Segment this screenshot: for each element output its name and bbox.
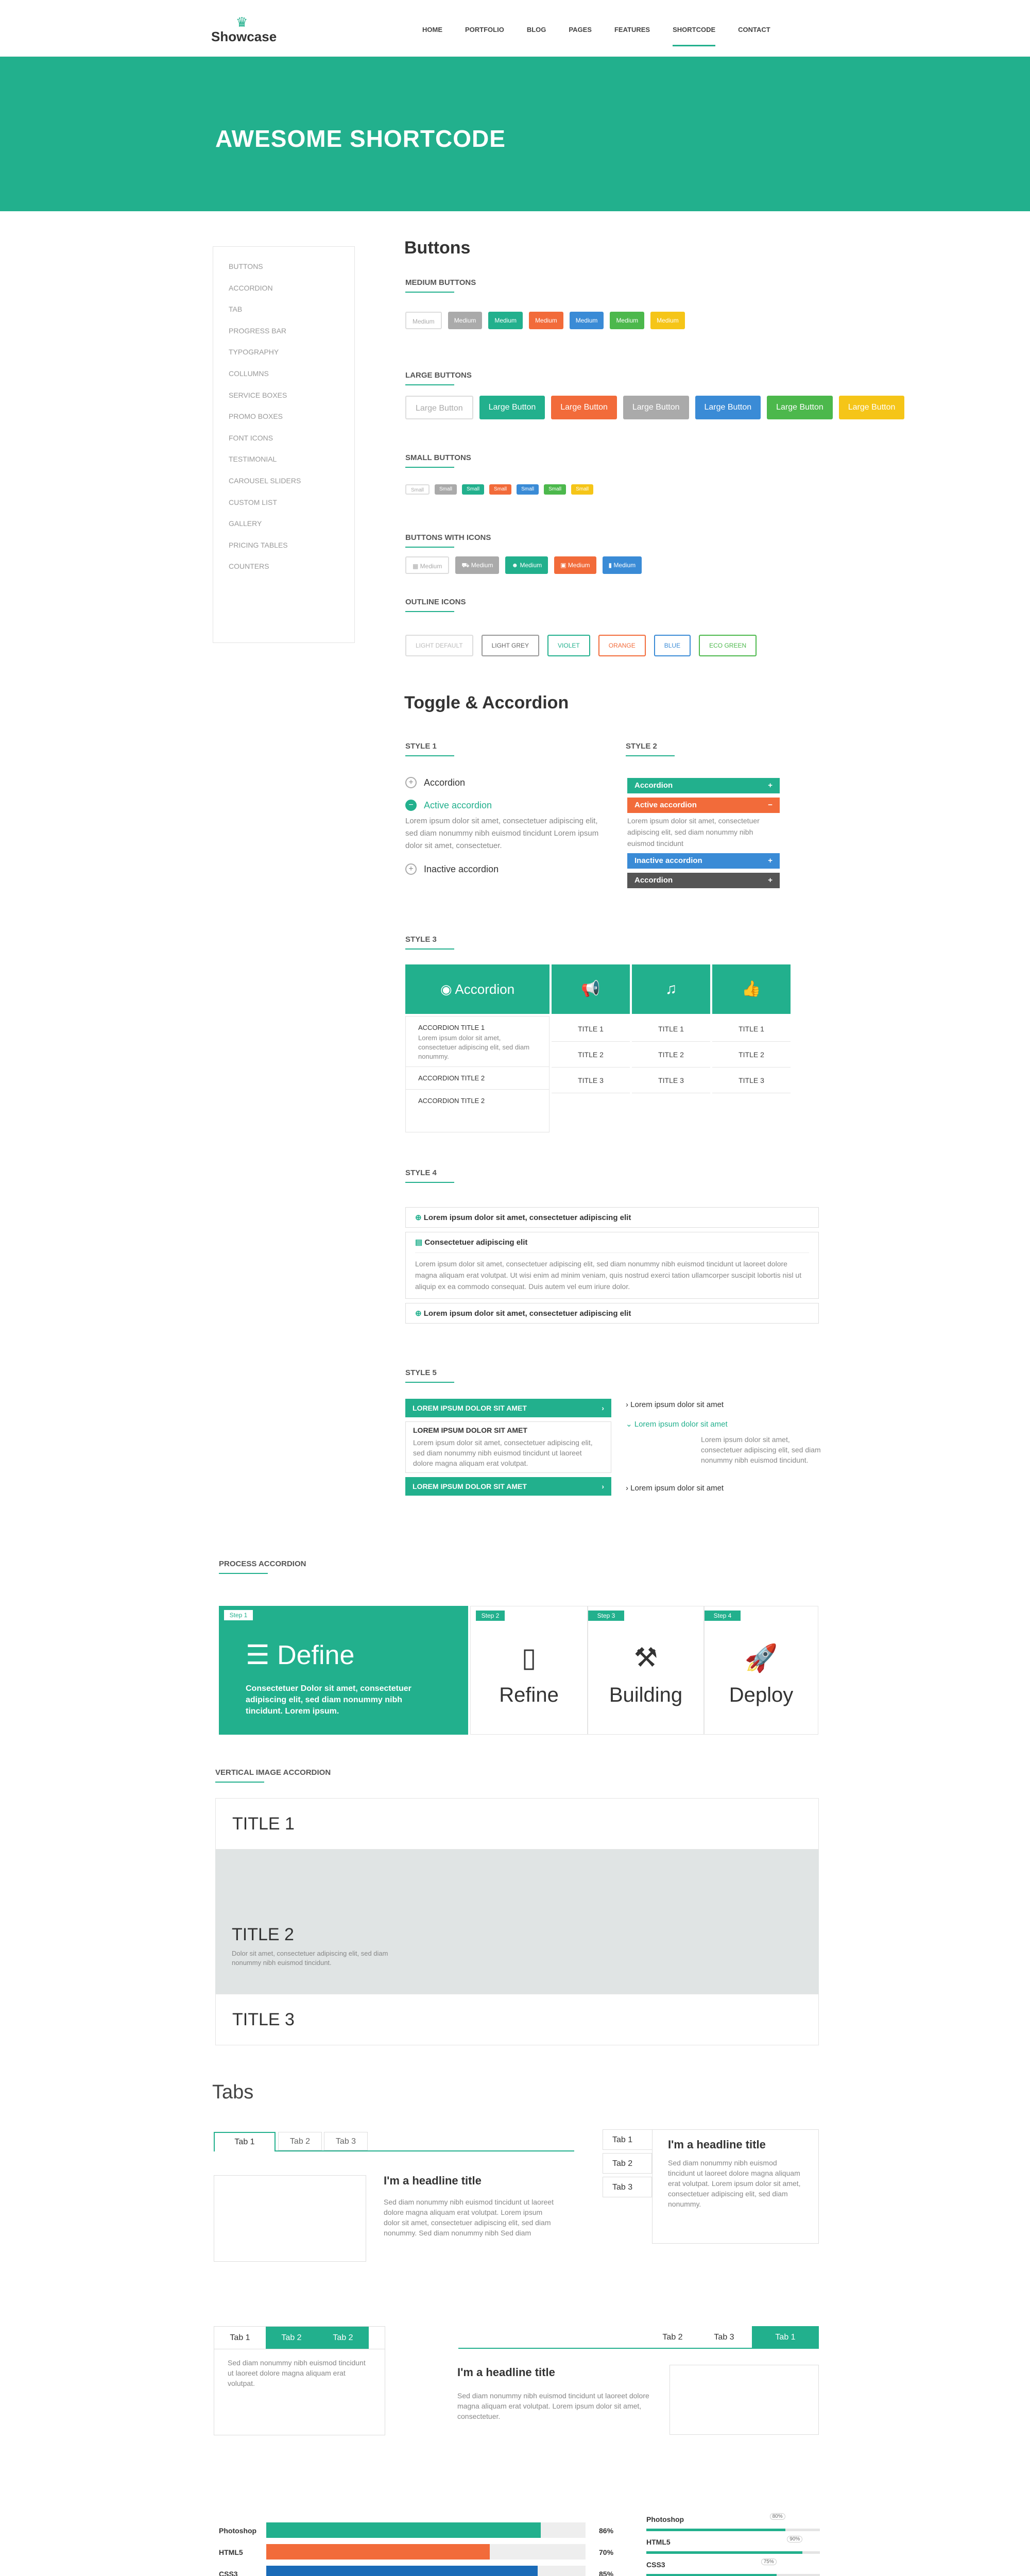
progress-thin-row xyxy=(646,2558,820,2576)
progress-fill xyxy=(646,2551,802,2554)
tabset-3-bar xyxy=(214,2327,385,2349)
progress-row xyxy=(219,2566,621,2576)
style5-right-item[interactable] xyxy=(626,1397,821,1413)
vtab-headline: I'm a headline title xyxy=(668,2138,766,2151)
sidebar-item-customlist[interactable]: CUSTOM LIST xyxy=(229,498,277,506)
user-icon: ☻ xyxy=(511,562,520,569)
define-title-text: Define xyxy=(277,1640,355,1670)
style5-left xyxy=(405,1399,611,1500)
nav-features[interactable]: FEATURES xyxy=(614,26,650,33)
style5-right-label: Lorem ipsum dolor sit amet xyxy=(630,1400,724,1409)
thumbs-up-icon[interactable]: 👍 xyxy=(712,964,791,1014)
accordion-bar-active[interactable] xyxy=(627,798,780,813)
tools-icon: ⚒ xyxy=(633,1643,658,1673)
style4-item[interactable] xyxy=(405,1303,819,1324)
define-text: Consectetuer Dolor sit amet, consectetuer adipiscing elit, sed diam nonummy nibh tincidunt. Lorem ipsum. xyxy=(246,1684,411,1716)
progress-name: HTML5 xyxy=(219,2548,243,2556)
icon-buttons xyxy=(405,556,642,574)
accordion-item[interactable] xyxy=(405,863,601,875)
nav-blog[interactable]: BLOG xyxy=(526,26,546,33)
medium-button[interactable]: Medium xyxy=(610,312,644,329)
accordion-label: Inactive accordion xyxy=(634,856,702,865)
style5-right-item-active[interactable] xyxy=(626,1417,821,1432)
icon-button[interactable] xyxy=(554,556,596,574)
process-define[interactable] xyxy=(219,1606,468,1735)
style5-label-text: LOREM IPSUM DOLOR SIT AMET xyxy=(413,1482,527,1490)
style4-label: STYLE 4 xyxy=(405,1168,437,1177)
plus-icon: + xyxy=(405,863,417,875)
small-button[interactable]: Small xyxy=(571,484,593,495)
small-button[interactable]: Small xyxy=(405,484,430,495)
tabset-3 xyxy=(214,2326,385,2435)
style2-label: STYLE 2 xyxy=(626,742,657,751)
progress-pct: 90% xyxy=(787,2536,802,2543)
small-buttons xyxy=(405,484,593,495)
medium-button[interactable]: Medium xyxy=(448,312,483,329)
style3-item[interactable]: ACCORDION TITLE 2 xyxy=(418,1097,485,1105)
accordion-bar[interactable] xyxy=(627,853,780,869)
tab-3[interactable]: Tab 3 xyxy=(324,2132,368,2150)
plus-icon: + xyxy=(405,777,417,788)
accordion-content: Lorem ipsum dolor sit amet, consectetuer adipiscing elit, sed diam nonummy nibh euismod tincidunt Lorem ipsum dolor sit amet, consectetuer. xyxy=(405,817,599,850)
sidebar-item-pricing[interactable]: PRICING TABLES xyxy=(229,540,288,549)
style1-label: STYLE 1 xyxy=(405,742,437,751)
tab4-image xyxy=(670,2365,819,2435)
accordion-content: Lorem ipsum dolor sit amet, consectetuer adipiscing elit, sed diam nonummy nibh euismod tincidunt xyxy=(627,817,760,848)
vtab-1[interactable]: Tab 1 xyxy=(603,2129,652,2150)
progress-fill xyxy=(646,2574,777,2576)
medium-label: MEDIUM BUTTONS xyxy=(405,278,476,287)
building-title: Building xyxy=(609,1684,683,1706)
small-button[interactable]: Small xyxy=(435,484,457,495)
step-badge: Step 4 xyxy=(705,1611,741,1621)
vtab-panel xyxy=(652,2129,819,2244)
progress-fill xyxy=(266,2544,490,2560)
tab-1[interactable]: Tab 1 xyxy=(214,2132,276,2151)
minus-icon: − xyxy=(768,801,772,809)
vimg-title-3[interactable]: TITLE 3 xyxy=(215,1994,819,2045)
tab-1[interactable]: Tab 1 xyxy=(752,2326,819,2349)
list-icon: ▤ xyxy=(415,1238,425,1247)
circle-plus-icon: ⊕ xyxy=(415,1213,424,1222)
accordion-item[interactable] xyxy=(405,777,601,788)
medium-button[interactable]: Medium xyxy=(529,312,563,329)
medium-button[interactable]: Medium xyxy=(488,312,523,329)
buttons-title: Buttons xyxy=(404,238,471,258)
plus-icon: + xyxy=(768,856,772,865)
large-button[interactable]: Large Button xyxy=(767,396,833,419)
tabset-1 xyxy=(214,2132,574,2151)
icon-button[interactable] xyxy=(603,556,642,574)
style3-header[interactable] xyxy=(405,964,550,1014)
tab-2[interactable]: Tab 2 xyxy=(662,2333,683,2342)
progress-pct: 70% xyxy=(599,2548,614,2556)
grid-cell[interactable]: TITLE 3 xyxy=(632,1067,710,1093)
crown-icon: ♛ xyxy=(236,14,248,30)
progress-pct: 75% xyxy=(761,2558,777,2565)
sidebar-item-testimonial[interactable]: TESTIMONIAL xyxy=(229,455,277,464)
tab-2[interactable]: Tab 2 xyxy=(266,2327,317,2349)
style3-item[interactable]: ACCORDION TITLE 1 xyxy=(418,1024,485,1031)
accordion-label: Accordion xyxy=(634,781,673,790)
style5-bar[interactable] xyxy=(405,1477,611,1496)
progress-name: HTML5 xyxy=(646,2538,671,2546)
minus-icon: − xyxy=(405,800,417,811)
large-button[interactable]: Large Button xyxy=(551,396,617,419)
step-badge: Step 2 xyxy=(476,1611,505,1621)
tabs-title: Tabs xyxy=(212,2081,254,2103)
large-label: LARGE BUTTONS xyxy=(405,371,472,380)
sidebar-item-progress[interactable]: PROGRESS BAR xyxy=(229,326,287,335)
grid-cell[interactable]: TITLE 2 xyxy=(552,1042,630,1067)
toggle-title: Toggle & Accordion xyxy=(404,693,569,713)
process-label: PROCESS ACCORDION xyxy=(219,1560,306,1568)
chevron-right-icon: › xyxy=(626,1484,631,1493)
accordion-bar[interactable] xyxy=(627,778,780,793)
progress-pct: 80% xyxy=(770,2513,785,2520)
style3-list xyxy=(405,1016,550,1132)
sidebar-item-fonticons[interactable]: FONT ICONS xyxy=(229,433,273,442)
deploy-title: Deploy xyxy=(729,1684,794,1706)
chevron-right-icon: › xyxy=(602,1404,604,1412)
medium-buttons xyxy=(405,312,685,329)
tab-image xyxy=(214,2175,366,2262)
vtab-2[interactable]: Tab 2 xyxy=(603,2153,652,2174)
vimg-title-1[interactable]: TITLE 1 xyxy=(215,1798,819,1850)
progress-name: Photoshop xyxy=(219,2527,257,2535)
list-icon: ☰ xyxy=(246,1640,278,1670)
icon-button[interactable] xyxy=(455,556,499,574)
style3-grid xyxy=(552,1016,791,1093)
progress-thin xyxy=(646,2513,820,2576)
step-badge: Step 3 xyxy=(588,1611,624,1621)
progress-pct: 85% xyxy=(599,2570,614,2576)
main-nav xyxy=(422,26,770,41)
process-building[interactable] xyxy=(588,1606,704,1735)
outline-button[interactable]: LIGHT GREY xyxy=(482,635,539,656)
icon-button-label: Medium xyxy=(613,562,636,569)
chevron-right-icon: › xyxy=(626,1400,631,1409)
process-refine[interactable] xyxy=(470,1606,588,1735)
vtab-3[interactable]: Tab 3 xyxy=(603,2177,652,2197)
progress-row xyxy=(219,2522,621,2540)
style4-item-active[interactable] xyxy=(405,1232,819,1299)
tab-content: Sed diam nonummy nibh euismod tincidunt ut laoreet dolore magna aliquam erat volutpat. Lorem ipsum dolor sit amet, consectetuer adipiscing elit, sed diam nonummy. Sed diam nonummy nibh Sed diam xyxy=(384,2198,554,2237)
outline-button[interactable]: LIGHT DEFAULT xyxy=(405,635,473,656)
grid-cell[interactable]: TITLE 1 xyxy=(712,1016,791,1042)
sidebar-item-buttons[interactable]: BUTTONS xyxy=(229,262,263,270)
style5-content: Lorem ipsum dolor sit amet, consectetuer adipiscing elit, sed diam nonummy nibh euismod tincidunt ut laoreet dolore magna aliquam erat volutpat. xyxy=(413,1438,593,1467)
sidebar-item-columns[interactable]: COLLUMNS xyxy=(229,369,269,378)
megaphone-icon[interactable]: 📢 xyxy=(552,964,630,1014)
outline-button[interactable]: ORANGE xyxy=(598,635,646,656)
small-button[interactable]: Small xyxy=(489,484,511,495)
car-icon: ⛟ xyxy=(461,562,471,569)
style4-label-text: Lorem ipsum dolor sit amet, consectetuer adipiscing elit xyxy=(423,1213,631,1222)
progress-name: CSS3 xyxy=(219,2570,238,2576)
style4-accordion xyxy=(405,1207,819,1324)
sidebar-item-typography[interactable]: TYPOGRAPHY xyxy=(229,348,279,357)
plus-icon: + xyxy=(768,781,772,790)
progress-name: CSS3 xyxy=(646,2561,665,2569)
style4-content: Lorem ipsum dolor sit amet, consectetuer adipiscing elit, sed diam nonummy nibh euismod tincidunt ut laoreet dolore magna aliquam erat volutpat. Ut wisi enim ad minim veniam, quis nostrud exerci tation ullamcorper suscipit lobortis nisl ut aliquip ex ea commodo consequat. Duis autem vel eum iriure dolor. xyxy=(415,1260,802,1291)
small-button[interactable]: Small xyxy=(517,484,539,495)
small-button[interactable]: Small xyxy=(462,484,484,495)
process-deploy[interactable] xyxy=(704,1606,818,1735)
style5-label-text: LOREM IPSUM DOLOR SIT AMET xyxy=(413,1404,527,1412)
define-title xyxy=(246,1640,354,1671)
music-icon[interactable]: ♫ xyxy=(632,964,710,1014)
accordion-label: Inactive accordion xyxy=(424,863,499,874)
progress-thin-row xyxy=(646,2536,820,2556)
medium-button[interactable]: Medium xyxy=(650,312,685,329)
tabset-vertical xyxy=(603,2129,819,2244)
sidebar-item-counters[interactable]: COUNTERS xyxy=(229,562,269,571)
accordion-label: Accordion xyxy=(424,777,466,788)
page-title: AWESOME SHORTCODE xyxy=(215,125,506,152)
large-buttons xyxy=(405,396,904,419)
document-icon: ▯ xyxy=(521,1643,537,1673)
style5-label-text: LOREM IPSUM DOLOR SIT AMET xyxy=(413,1426,527,1434)
outline-label: OUTLINE ICONS xyxy=(405,598,466,606)
style5-item-active[interactable] xyxy=(405,1421,611,1473)
tab-1[interactable]: Tab 1 xyxy=(230,2333,250,2342)
image-icon: ▣ xyxy=(560,562,568,569)
outline-buttons xyxy=(405,635,757,656)
large-button[interactable]: Large Button xyxy=(405,396,473,419)
grid-cell[interactable]: TITLE 2 xyxy=(712,1042,791,1067)
rocket-icon: 🚀 xyxy=(744,1643,778,1673)
icons-label: BUTTONS WITH ICONS xyxy=(405,533,491,542)
progress-name: Photoshop xyxy=(646,2515,684,2523)
large-button[interactable]: Large Button xyxy=(479,396,545,419)
progress-fill xyxy=(646,2529,785,2531)
outline-button[interactable]: VIOLET xyxy=(547,635,590,656)
tab-2[interactable]: Tab 2 xyxy=(278,2132,322,2150)
accordion-bar[interactable] xyxy=(627,873,780,888)
tab-headline: I'm a headline title xyxy=(384,2174,482,2187)
medium-button[interactable]: Medium xyxy=(570,312,604,329)
progress-pct: 86% xyxy=(599,2527,614,2535)
outline-button[interactable]: BLUE xyxy=(654,635,691,656)
sidebar xyxy=(213,246,355,643)
style5-bar[interactable] xyxy=(405,1399,611,1417)
style5-right-label: Lorem ipsum dolor sit amet xyxy=(634,1420,728,1429)
sidebar-item-service[interactable]: SERVICE BOXES xyxy=(229,391,287,399)
chart-icon: ▮ xyxy=(608,562,614,569)
icon-button-label: Medium xyxy=(420,563,442,570)
step-badge: Step 1 xyxy=(224,1610,253,1620)
tab-2b[interactable]: Tab 2 xyxy=(317,2327,369,2349)
large-button[interactable]: Large Button xyxy=(839,396,905,419)
logo[interactable] xyxy=(211,15,288,46)
accordion-label: Active accordion xyxy=(634,801,697,809)
tabset-4 xyxy=(458,2326,819,2349)
tab4-headline: I'm a headline title xyxy=(457,2366,555,2379)
progress-fill xyxy=(266,2566,538,2576)
style5-right-item[interactable] xyxy=(626,1481,821,1496)
vtab-content: Sed diam nonummy nibh euismod tincidunt ut laoreet dolore magna aliquam erat volutpat. Lorem ipsum dolor sit amet, consectetuer adipiscing elit, sed diam nonummy. xyxy=(668,2159,801,2208)
tabset-3-content: Sed diam nonummy nibh euismod tincidunt ut laoreet dolore magna aliquam erat volutpat. xyxy=(228,2359,366,2387)
chevron-down-icon: ⌄ xyxy=(626,1420,634,1429)
style5-label: STYLE 5 xyxy=(405,1368,437,1377)
small-label: SMALL BUTTONS xyxy=(405,453,471,462)
style5-right xyxy=(626,1397,821,1496)
style4-label-text: Lorem ipsum dolor sit amet, consectetuer adipiscing elit xyxy=(423,1309,631,1318)
grid-cell[interactable]: TITLE 2 xyxy=(632,1042,710,1067)
nav-shortcode[interactable]: SHORTCODE xyxy=(673,26,715,41)
medium-button[interactable]: Medium xyxy=(405,312,442,329)
nav-pages[interactable]: PAGES xyxy=(569,26,592,33)
site-header xyxy=(0,0,1030,57)
vimg-text: Dolor sit amet, consectetuer adipiscing elit, sed diam nonummy nibh euismod tincidunt. xyxy=(232,1950,388,1967)
style3-item[interactable]: ACCORDION TITLE 2 xyxy=(406,1067,549,1090)
sidebar-item-tab[interactable]: TAB xyxy=(229,305,243,314)
icon-button-label: Medium xyxy=(520,562,542,569)
sidebar-item-promo[interactable]: PROMO BOXES xyxy=(229,412,283,421)
chevron-right-icon: › xyxy=(602,1482,604,1490)
icon-button-label: Medium xyxy=(471,562,493,569)
plus-icon: + xyxy=(768,876,772,885)
vimg-panel-2[interactable] xyxy=(215,1850,819,1994)
tab4-content: Sed diam nonummy nibh euismod tincidunt ut laoreet dolore magna aliquam erat volutpat. Lorem ipsum dolor sit amet, consectetuer. xyxy=(457,2392,649,2420)
accordion-item-active[interactable] xyxy=(405,800,601,811)
grid-icon: ▦ xyxy=(413,563,420,570)
style2-accordion xyxy=(627,778,780,892)
camera-icon: ◉ xyxy=(440,981,455,997)
sidebar-item-gallery[interactable]: GALLERY xyxy=(229,519,262,528)
circle-plus-icon: ⊕ xyxy=(415,1309,424,1318)
style3-label: STYLE 3 xyxy=(405,935,437,944)
style4-item[interactable] xyxy=(405,1207,819,1228)
icon-button-label: Medium xyxy=(568,562,590,569)
large-button[interactable]: Large Button xyxy=(623,396,689,419)
vimg-label: VERTICAL IMAGE ACCORDION xyxy=(215,1768,331,1777)
style3-head-label: Accordion xyxy=(455,981,515,997)
accordion-label: Accordion xyxy=(634,876,673,885)
grid-cell[interactable]: TITLE 3 xyxy=(552,1067,630,1093)
nav-contact[interactable]: CONTACT xyxy=(738,26,770,33)
grid-cell[interactable]: TITLE 3 xyxy=(712,1067,791,1093)
progress-fill xyxy=(266,2522,541,2538)
nav-home[interactable]: HOME xyxy=(422,26,442,33)
progress-thin-row xyxy=(646,2513,820,2534)
style1-accordion xyxy=(405,777,601,886)
grid-cell[interactable]: TITLE 1 xyxy=(632,1016,710,1042)
nav-portfolio[interactable]: PORTFOLIO xyxy=(465,26,504,33)
grid-cell[interactable]: TITLE 1 xyxy=(552,1016,630,1042)
progress-bars xyxy=(219,2522,621,2576)
accordion-label: Active accordion xyxy=(424,800,492,810)
progress-row xyxy=(219,2544,621,2562)
style5-right-content: Lorem ipsum dolor sit amet, consectetuer adipiscing elit, sed diam nonummy nibh euismod tincidunt. xyxy=(701,1435,821,1464)
logo-text: Showcase xyxy=(211,29,277,44)
style5-right-label: Lorem ipsum dolor sit amet xyxy=(630,1484,724,1493)
page-banner xyxy=(0,57,1030,211)
sidebar-item-carousel[interactable]: CAROUSEL SLIDERS xyxy=(229,476,301,485)
icon-button[interactable] xyxy=(505,556,548,574)
sidebar-item-accordion[interactable]: ACCORDION xyxy=(229,283,273,292)
style4-header xyxy=(415,1232,809,1253)
outline-button[interactable]: ECO GREEN xyxy=(699,635,757,656)
small-button[interactable]: Small xyxy=(544,484,566,495)
style4-label-text: Consectetuer adipiscing elit xyxy=(424,1238,528,1247)
large-button[interactable]: Large Button xyxy=(695,396,761,419)
icon-button[interactable] xyxy=(405,556,449,574)
vimg-title-2: TITLE 2 xyxy=(232,1925,294,1944)
tab-3[interactable]: Tab 3 xyxy=(714,2333,734,2342)
refine-title: Refine xyxy=(499,1684,559,1706)
style3-content: Lorem ipsum dolor sit amet, consectetuer adipiscing elit, sed diam nonummy. xyxy=(406,1033,549,1067)
